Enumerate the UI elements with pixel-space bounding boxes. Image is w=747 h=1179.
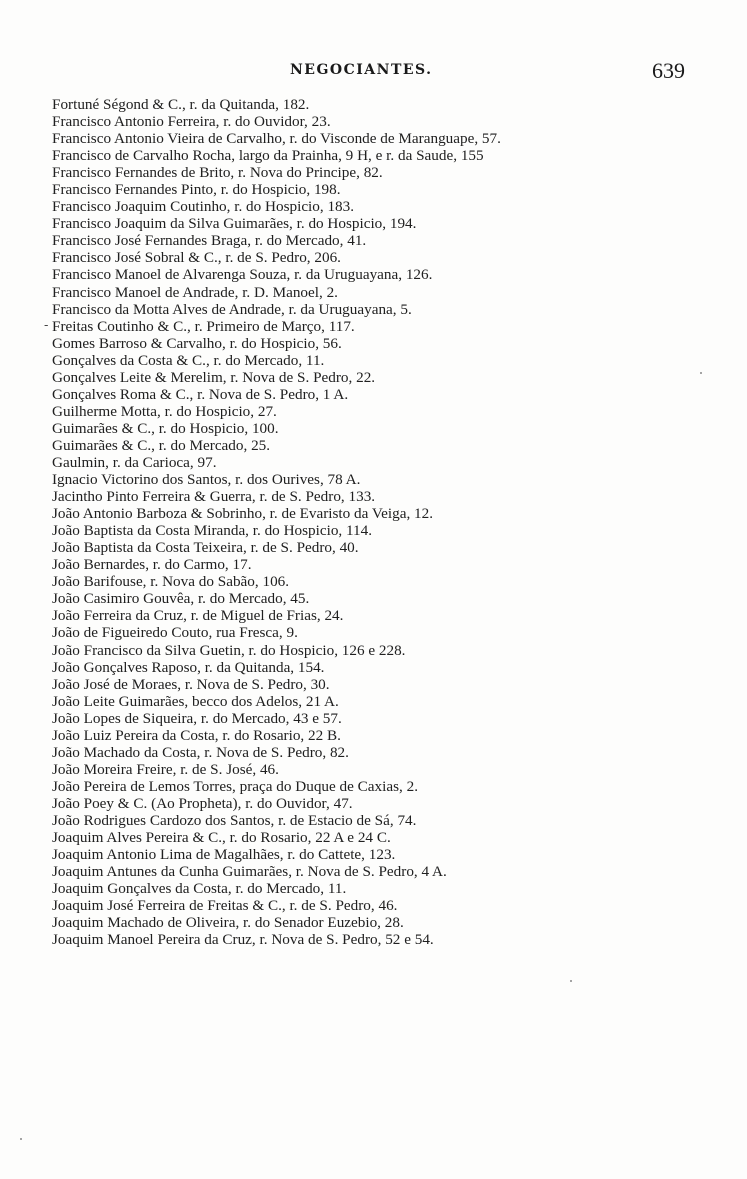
merchant-entry: João Baptista da Costa Teixeira, r. de S. Pedro, 40.: [52, 539, 359, 557]
merchant-entry: João Poey & C. (Ao Propheta), r. do Ouvidor, 47.: [52, 794, 353, 812]
merchant-entry: Joaquim Antonio Lima de Magalhães, r. do Cattete, 123.: [52, 846, 396, 864]
merchant-entry: Gaulmin, r. da Carioca, 97.: [52, 453, 217, 471]
merchant-entry: Gonçalves Roma & C., r. Nova de S. Pedro, 1 A.: [52, 385, 349, 403]
merchant-entry: Joaquim Alves Pereira & C., r. do Rosario, 22 A e 24 C.: [52, 829, 391, 847]
merchant-entry: João Machado da Costa, r. Nova de S. Pedro, 82.: [52, 743, 349, 761]
merchant-entry: João Bernardes, r. do Carmo, 17.: [52, 556, 252, 574]
merchant-entry: Gonçalves da Costa & C., r. do Mercado, 11.: [52, 351, 325, 369]
merchant-entry: Francisco José Sobral & C., r. de S. Pedro, 206.: [52, 249, 341, 267]
page-number: 639: [652, 58, 685, 83]
merchant-entry: João José de Moraes, r. Nova de S. Pedro, 30.: [52, 675, 330, 693]
merchant-entry: Francisco Fernandes de Brito, r. Nova do Principe, 82.: [52, 164, 383, 182]
merchant-entry: Joaquim Gonçalves da Costa, r. do Mercado, 11.: [52, 880, 347, 898]
merchant-entry: Gomes Barroso & Carvalho, r. do Hospicio, 56.: [52, 334, 342, 352]
merchant-entry: Francisco Manoel de Alvarenga Souza, r. da Uruguayana, 126.: [52, 266, 433, 284]
merchant-entry: João Casimiro Gouvêa, r. do Mercado, 45.: [52, 590, 310, 608]
merchant-entry: Francisco Fernandes Pinto, r. do Hospicio, 198.: [52, 181, 341, 199]
merchant-entry: João Lopes de Siqueira, r. do Mercado, 43 e 57.: [52, 709, 342, 727]
merchant-entry: Joaquim Antunes da Cunha Guimarães, r. Nova de S. Pedro, 4 A.: [52, 863, 447, 881]
merchant-entry: Francisco Joaquim Coutinho, r. do Hospicio, 183.: [52, 198, 355, 216]
merchant-entry: Joaquim Machado de Oliveira, r. do Senador Euzebio, 28.: [52, 914, 404, 932]
running-title: NEGOCIANTES.: [290, 62, 433, 78]
merchant-entry: João Luiz Pereira da Costa, r. do Rosario, 22 B.: [52, 726, 341, 744]
margin-dash-mark: -: [44, 318, 49, 333]
merchant-entry: Freitas Coutinho & C., r. Primeiro de Março, 117.: [52, 317, 355, 335]
paper-speck: [570, 980, 572, 982]
merchant-entry: Joaquim Manoel Pereira da Cruz, r. Nova de S. Pedro, 52 e 54.: [52, 931, 434, 949]
merchant-entry: João Moreira Freire, r. de S. José, 46.: [52, 760, 279, 778]
merchant-entry: João Gonçalves Raposo, r. da Quitanda, 154.: [52, 658, 325, 676]
merchant-entry: Francisco de Carvalho Rocha, largo da Prainha, 9 H, e r. da Saude, 155: [52, 147, 484, 165]
merchant-entry: João Baptista da Costa Miranda, r. do Hospicio, 114.: [52, 522, 373, 540]
merchant-entry: Francisco Joaquim da Silva Guimarães, r. do Hospicio, 194.: [52, 215, 417, 233]
merchant-entry: Ignacio Victorino dos Santos, r. dos Ourives, 78 A.: [52, 471, 361, 489]
paper-speck: [20, 1138, 22, 1140]
merchant-entry: Gonçalves Leite & Merelim, r. Nova de S. Pedro, 22.: [52, 368, 376, 386]
merchant-entry: Joaquim José Ferreira de Freitas & C., r. de S. Pedro, 46.: [52, 897, 398, 915]
merchant-entry: Francisco Antonio Ferreira, r. do Ouvidor, 23.: [52, 113, 331, 131]
merchant-entry: João Barifouse, r. Nova do Sabão, 106.: [52, 573, 290, 591]
page-header: [0, 58, 747, 86]
merchant-entry: Francisco José Fernandes Braga, r. do Mercado, 41.: [52, 232, 367, 250]
merchant-entry: João Leite Guimarães, becco dos Adelos, 21 A.: [52, 692, 339, 710]
merchant-entry: Francisco da Motta Alves de Andrade, r. da Uruguayana, 5.: [52, 300, 412, 318]
merchant-entry: João Francisco da Silva Guetin, r. do Hospicio, 126 e 228.: [52, 641, 406, 659]
merchant-entry: João Pereira de Lemos Torres, praça do Duque de Caxias, 2.: [52, 777, 418, 795]
merchant-entry: Guimarães & C., r. do Hospicio, 100.: [52, 419, 279, 437]
merchant-entry: João Antonio Barboza & Sobrinho, r. de Evaristo da Veiga, 12.: [52, 505, 434, 523]
merchant-entry: João Rodrigues Cardozo dos Santos, r. de Estacio de Sá, 74.: [52, 811, 417, 829]
merchant-entry: Guimarães & C., r. do Mercado, 25.: [52, 436, 271, 454]
merchant-entry: Guilherme Motta, r. do Hospicio, 27.: [52, 402, 277, 420]
merchant-entry: Francisco Antonio Vieira de Carvalho, r. do Visconde de Maranguape, 57.: [52, 130, 501, 148]
merchant-entry: João Ferreira da Cruz, r. de Miguel de Frias, 24.: [52, 607, 344, 625]
paper-speck: [700, 372, 702, 374]
merchant-entry: Fortuné Ségond & C., r. da Quitanda, 182.: [52, 96, 310, 113]
merchant-entry: Francisco Manoel de Andrade, r. D. Manoel, 2.: [52, 283, 338, 301]
merchant-list: [52, 96, 702, 948]
merchant-entry: João de Figueiredo Couto, rua Fresca, 9.: [52, 624, 298, 642]
merchant-entry: Jacintho Pinto Ferreira & Guerra, r. de S. Pedro, 133.: [52, 488, 376, 506]
